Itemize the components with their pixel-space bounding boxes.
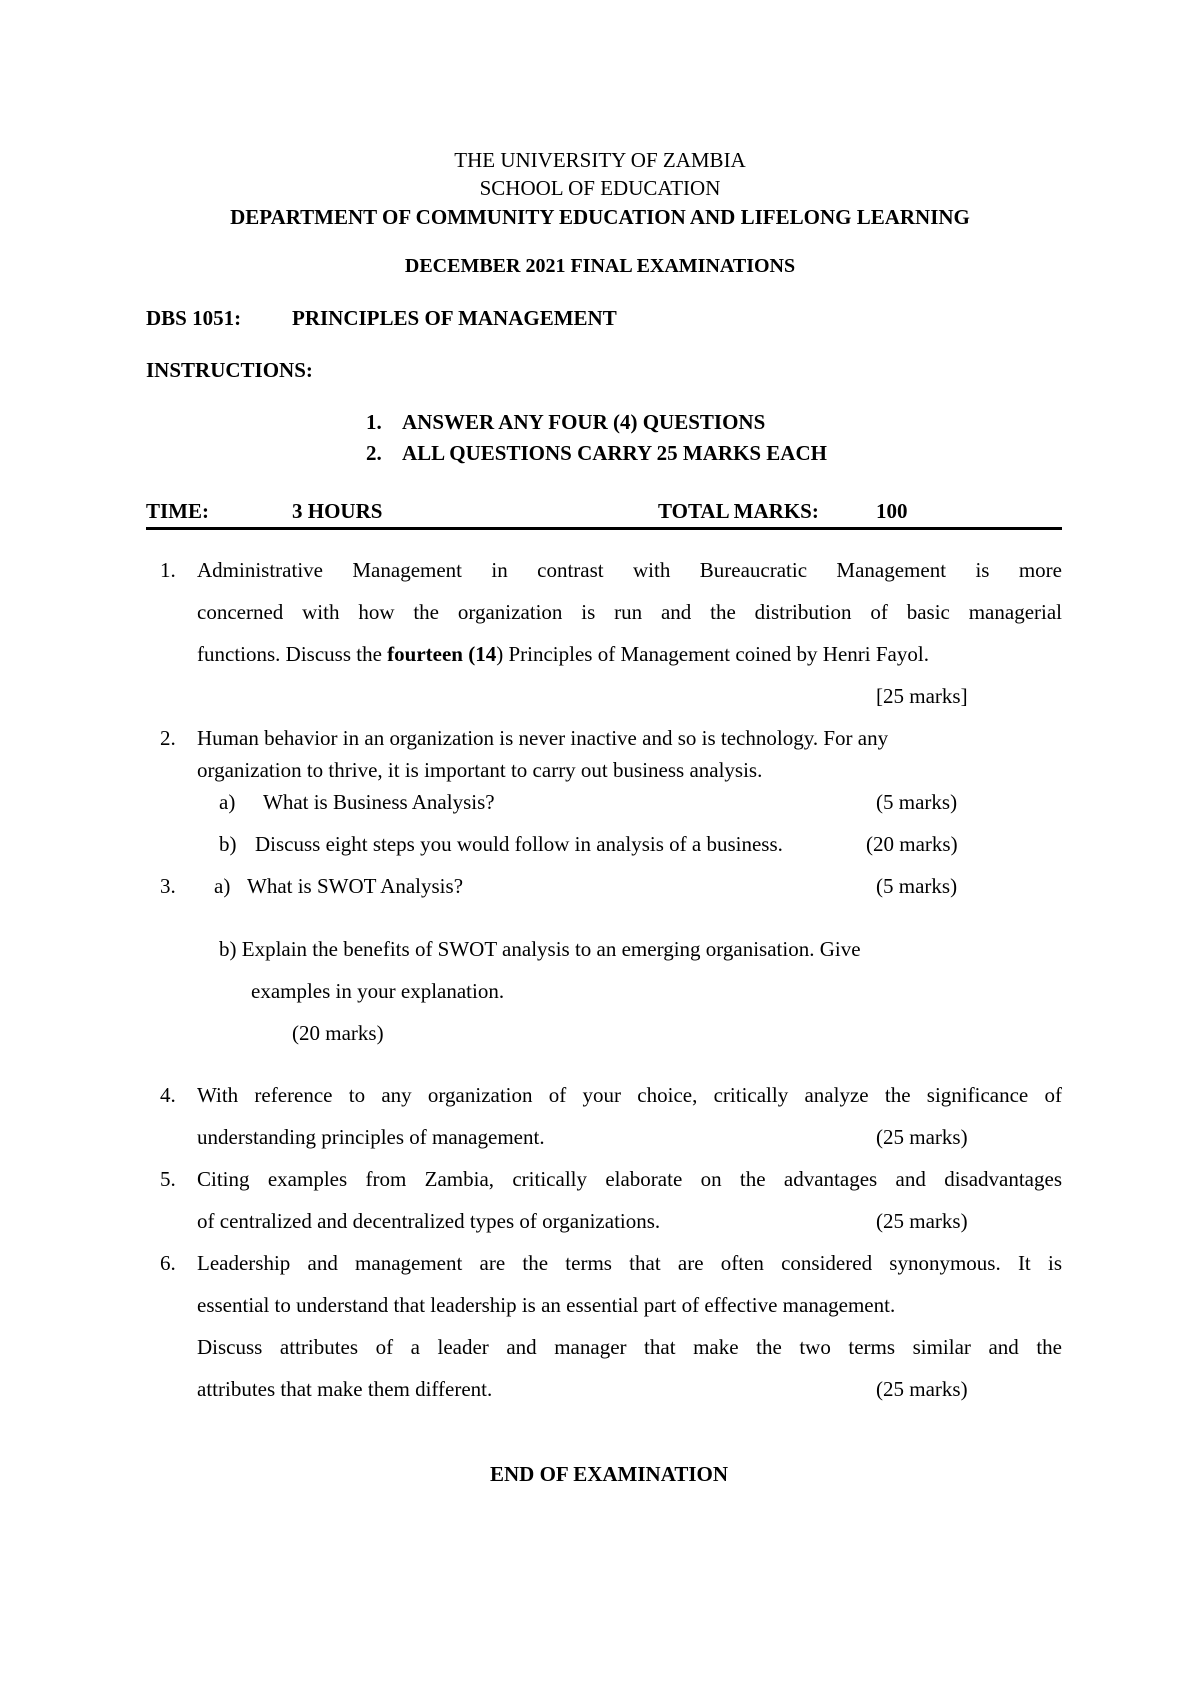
school-name: SCHOOL OF EDUCATION bbox=[479, 176, 721, 200]
subquestion-text: Discuss eight steps you would follow in analysis of a business. bbox=[255, 832, 783, 856]
subquestion-label: b) bbox=[219, 832, 237, 856]
subquestion-marks: (5 marks) bbox=[876, 790, 958, 814]
question-number: 3. bbox=[160, 874, 176, 898]
question-1-line: functions. Discuss the fourteen (14) Principles of Management coined by Henri Fayol. bbox=[197, 642, 929, 666]
question-2-line: Human behavior in an organization is never inactive and so is technology. For any bbox=[197, 726, 889, 750]
question-4-marks: (25 marks) bbox=[876, 1125, 968, 1149]
question-5-line: Citing examples from Zambia, critically elaborate on the advantages and disadvantages bbox=[197, 1167, 1062, 1191]
subquestion-marks: (20 marks) bbox=[866, 832, 958, 856]
question-4-line: With reference to any organization of your choice, critically analyze the significance of bbox=[197, 1083, 1062, 1107]
department-name: DEPARTMENT OF COMMUNITY EDUCATION AND LIFELONG LEARNING bbox=[230, 205, 970, 229]
university-name: THE UNIVERSITY OF ZAMBIA bbox=[454, 148, 746, 172]
subquestion-label: a) bbox=[214, 874, 231, 898]
question-1-line: concerned with how the organization is run and the distribution of basic managerial bbox=[197, 600, 1062, 624]
time-value: 3 HOURS bbox=[292, 499, 383, 523]
question-6-line: Discuss attributes of a leader and manager that make the two terms similar and the bbox=[197, 1335, 1062, 1359]
question-5-marks: (25 marks) bbox=[876, 1209, 968, 1233]
bold-emphasis: fourteen (14 bbox=[387, 642, 497, 666]
total-marks-value: 100 bbox=[876, 499, 908, 523]
subquestion-label: a) bbox=[219, 790, 236, 814]
exam-title: DECEMBER 2021 FINAL EXAMINATIONS bbox=[404, 255, 796, 277]
instructions-label: INSTRUCTIONS: bbox=[146, 358, 313, 382]
header-rule bbox=[146, 527, 1062, 530]
question-number: 4. bbox=[160, 1083, 176, 1107]
question-1-marks: [25 marks] bbox=[876, 684, 968, 708]
question-6-line: essential to understand that leadership is an essential part of effective management. bbox=[197, 1293, 896, 1317]
subquestion-marks: (5 marks) bbox=[876, 874, 958, 898]
subquestion-text: What is SWOT Analysis? bbox=[247, 874, 464, 898]
instruction-text: ANSWER ANY FOUR (4) QUESTIONS bbox=[402, 410, 766, 434]
instruction-number: 2. bbox=[366, 441, 382, 465]
question-6-line: Leadership and management are the terms that are often considered synonymous. It is bbox=[197, 1251, 1062, 1275]
question-5-line: of centralized and decentralized types of organizations. bbox=[197, 1209, 661, 1233]
subquestion-text: examples in your explanation. bbox=[251, 979, 505, 1003]
total-marks-label: TOTAL MARKS: bbox=[658, 499, 819, 523]
question-number: 2. bbox=[160, 726, 176, 750]
question-6-line: attributes that make them different. bbox=[197, 1377, 493, 1401]
question-number: 1. bbox=[160, 558, 176, 582]
course-code: DBS 1051: bbox=[146, 306, 242, 330]
question-number: 6. bbox=[160, 1251, 176, 1275]
subquestion-marks: (20 marks) bbox=[292, 1021, 384, 1045]
instruction-text: ALL QUESTIONS CARRY 25 MARKS EACH bbox=[402, 441, 827, 465]
time-label: TIME: bbox=[146, 499, 209, 523]
end-of-examination: END OF EXAMINATION bbox=[490, 1462, 729, 1486]
question-1-line: Administrative Management in contrast with Bureaucratic Management is more bbox=[197, 558, 1062, 582]
question-6-marks: (25 marks) bbox=[876, 1377, 968, 1401]
subquestion-text: b) Explain the benefits of SWOT analysis to an emerging organisation. Give bbox=[219, 937, 861, 961]
course-title: PRINCIPLES OF MANAGEMENT bbox=[292, 306, 617, 330]
question-number: 5. bbox=[160, 1167, 176, 1191]
question-2-line: organization to thrive, it is important to carry out business analysis. bbox=[197, 758, 763, 782]
question-4-line: understanding principles of management. bbox=[197, 1125, 545, 1149]
instruction-number: 1. bbox=[366, 410, 382, 434]
subquestion-text: What is Business Analysis? bbox=[263, 790, 495, 814]
